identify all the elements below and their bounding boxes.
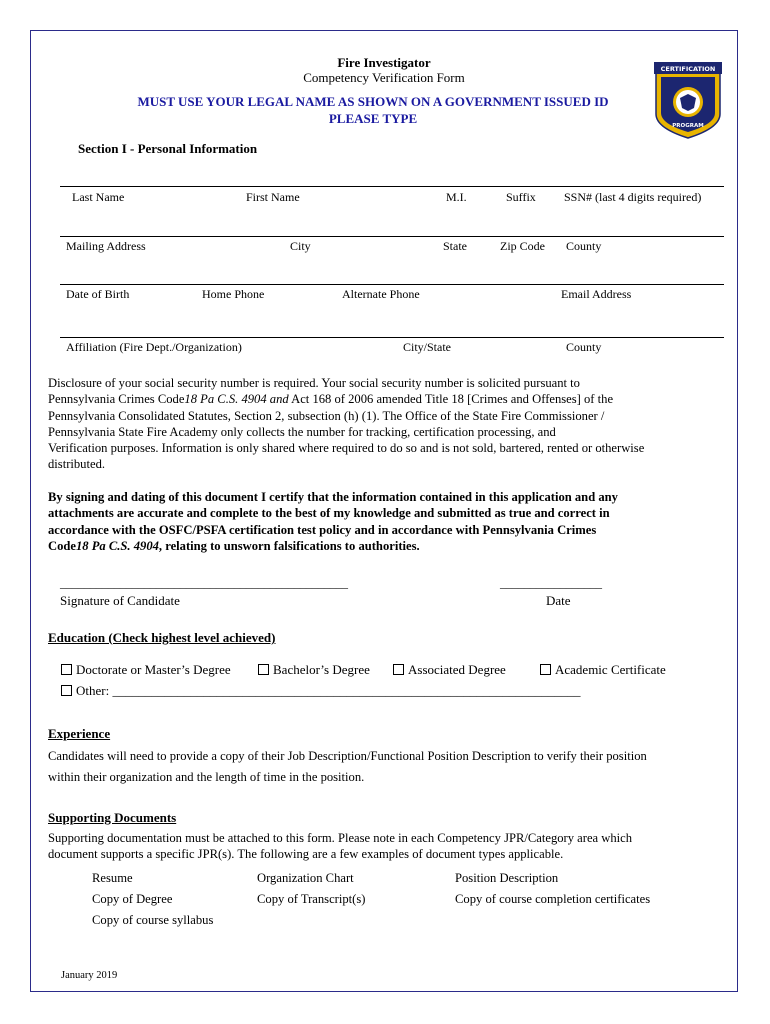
mi-label: M.I.: [446, 190, 467, 204]
field-line-row1: [60, 186, 724, 187]
form-subtitle: Competency Verification Form: [303, 70, 465, 85]
certificate-checkbox[interactable]: [540, 664, 551, 675]
signature-field[interactable]: ________________________________________________: [60, 576, 348, 590]
last-name-label: Last Name: [72, 190, 125, 204]
certification-seal-icon: [650, 58, 726, 140]
certification-statement: By signing and dating of this document I certify that the information contained in this application and any attachments are accurate and complete to the best of my knowledge and submitted as true and correct in accordance with the OSFC/PSFA certification test policy and in accordance with Pennsylvania Crimes Code18 Pa C.S. 4904, relating to unsworn falsifications to authorities.: [48, 490, 618, 553]
alternate-phone-label: Alternate Phone: [342, 287, 420, 301]
date-of-birth-label: Date of Birth: [66, 287, 130, 301]
affiliation-label: Affiliation (Fire Dept./Organization): [66, 340, 242, 354]
education-option-certificate[interactable]: Academic Certificate: [540, 662, 666, 678]
legal-name-notice: MUST USE YOUR LEGAL NAME AS SHOWN ON A GOVERNMENT ISSUED ID: [137, 94, 609, 109]
other-checkbox[interactable]: [61, 685, 72, 696]
list-item: Organization Chart: [257, 871, 354, 885]
ssn-disclosure: Disclosure of your social security number is required. Your social security number is solicited pursuant to Pennsylvania Crimes Code18 Pa C.S. 4904 and Act 168 of 2006 amended Title 18 [Crimes and Offenses] of the Pennsylvania Consolidated Statutes, Section 2, subsection (h) (1). The Office of the State Fire Commissioner / Pennsylvania State Fire Academy only collects the number for tracking, certification processing, and Verification purposes. Information is only shared where required to do so and is not sold, bartered, rented or otherwise distributed.: [48, 376, 645, 472]
footer-date: January 2019: [61, 970, 118, 981]
home-phone-label: Home Phone: [202, 287, 265, 301]
first-name-label: First Name: [246, 190, 300, 204]
supporting-documents-text: Supporting documentation must be attached to this form. Please note in each Competency JPR/Category area which document supports a specific JPR(s). The following are a few examples of document types applicable.: [48, 831, 633, 862]
section-1-title: Section I - Personal Information: [78, 141, 258, 156]
education-option-doctorate[interactable]: Doctorate or Master’s Degree: [61, 662, 231, 678]
education-option-bachelor[interactable]: Bachelor’s Degree: [258, 662, 370, 678]
field-line-row2: [60, 236, 724, 237]
please-type-notice: PLEASE TYPE: [328, 111, 418, 126]
suffix-label: Suffix: [506, 190, 536, 204]
email-address-label: Email Address: [561, 287, 632, 301]
experience-title: Experience: [48, 726, 111, 741]
mailing-address-label: Mailing Address: [66, 239, 146, 253]
list-item: Resume: [92, 871, 133, 885]
form-title: Fire Investigator: [337, 55, 431, 70]
county-label: County: [566, 239, 602, 253]
list-item: Copy of course syllabus: [92, 913, 214, 927]
date-label: Date: [546, 593, 571, 608]
ssn-label: SSN# (last 4 digits required): [564, 190, 702, 204]
education-option-other[interactable]: Other: ________________________________________________________________________: [61, 683, 580, 699]
field-line-row4: [60, 337, 724, 338]
doctorate-checkbox[interactable]: [61, 664, 72, 675]
city-state-label: City/State: [403, 340, 451, 354]
list-item: Copy of Transcript(s): [257, 892, 366, 906]
list-item: Copy of Degree: [92, 892, 173, 906]
document-list-col1: [92, 868, 213, 931]
seal-top-text: CERTIFICATION: [660, 65, 716, 73]
state-label: State: [443, 239, 467, 253]
affiliation-county-label: County: [566, 340, 602, 354]
list-item: Copy of course completion certificates: [455, 892, 651, 906]
bachelor-checkbox[interactable]: [258, 664, 269, 675]
signature-label: Signature of Candidate: [60, 593, 180, 608]
document-list-col3: [455, 868, 650, 910]
supporting-documents-title: Supporting Documents: [48, 810, 177, 825]
field-line-row3: [60, 284, 724, 285]
document-list-col2: [257, 868, 365, 910]
seal-bottom-text: PROGRAM: [672, 123, 704, 129]
education-option-associate[interactable]: Associated Degree: [393, 662, 506, 678]
list-item: Position Description: [455, 871, 559, 885]
education-title: Education (Check highest level achieved): [48, 630, 276, 645]
zip-code-label: Zip Code: [500, 239, 545, 253]
associate-checkbox[interactable]: [393, 664, 404, 675]
other-field[interactable]: ________________________________________________________________________: [112, 683, 581, 698]
date-field[interactable]: _________________: [500, 576, 602, 590]
city-label: City: [290, 239, 311, 253]
experience-text: Candidates will need to provide a copy of their Job Description/Functional Position Description to verify their position within their organization and the length of time in the position.: [48, 749, 647, 784]
